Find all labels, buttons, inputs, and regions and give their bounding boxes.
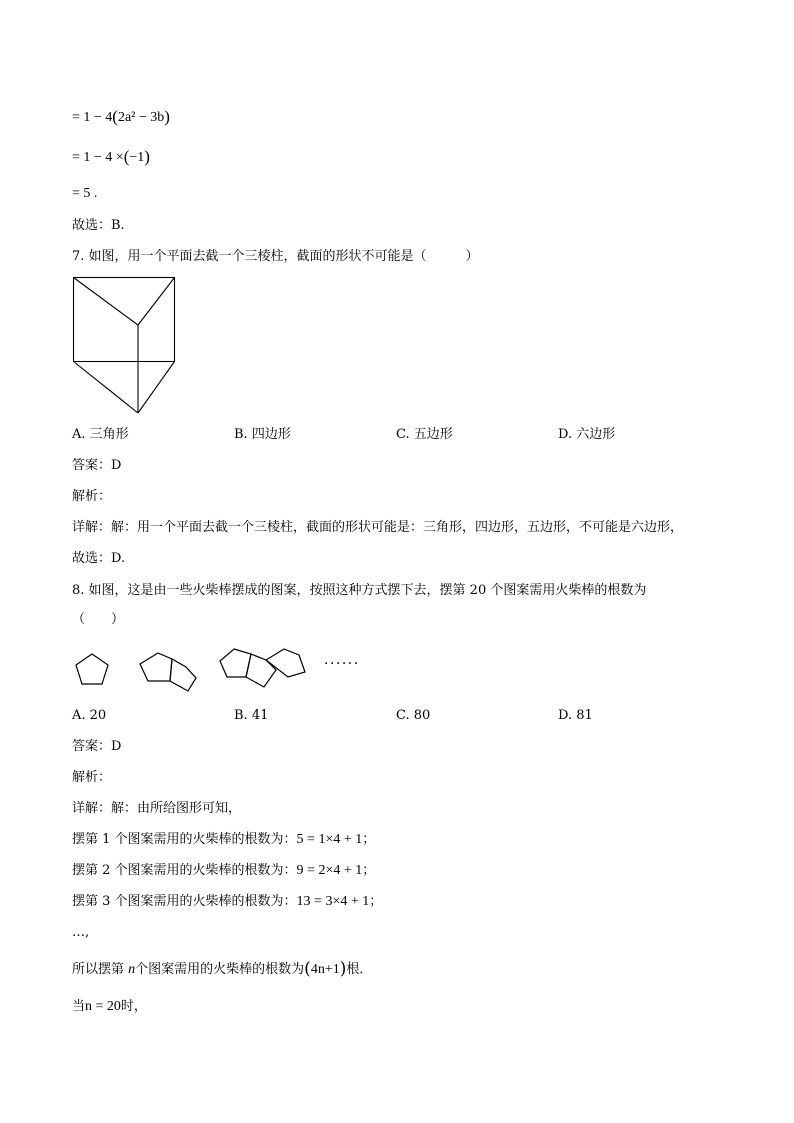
matchstick-pentagon-figures — [72, 644, 372, 696]
prism-bottom-edge — [74, 362, 139, 414]
q8-detail: 详解：解：由所给图形可知， — [72, 801, 242, 816]
work-line-1: = 1 − 4(2a² − 3b) — [72, 107, 170, 126]
figure-ellipsis: ······ — [324, 656, 360, 672]
work-line-2: = 1 − 4 ×(−1) — [72, 147, 150, 166]
q8-paren: （ ） — [72, 612, 125, 627]
q8-answer: 答案：D — [72, 739, 122, 754]
q8-option-c: C. 80 — [396, 708, 431, 723]
prism-top-edge — [74, 278, 139, 326]
pentagon-figure-1 — [76, 654, 108, 684]
prism-bottom-edge-right — [138, 362, 175, 414]
q8-when: 当n = 20时， — [72, 999, 147, 1014]
prism-top-edge-right — [138, 278, 175, 326]
q7-option-b: B. 四边形 — [234, 427, 291, 442]
general-expression: 4n+1 — [310, 962, 340, 977]
q7-stem: 7. 如图，用一个平面去截一个三棱柱，截面的形状不可能是（ ） — [72, 249, 479, 264]
q7-option-a: A. 三角形 — [72, 427, 129, 442]
work-line-2-inner: −1 — [129, 150, 145, 165]
q8-option-d: D. 81 — [558, 708, 593, 723]
q7-option-d: D. 六边形 — [558, 427, 616, 442]
q8-step-1: 摆第 1 个图案需用的火柴棒的根数为：5 = 1×4 + 1； — [72, 832, 376, 847]
q7-option-c: C. 五边形 — [396, 427, 453, 442]
q8-step-2: 摆第 2 个图案需用的火柴棒的根数为：9 = 2×4 + 1； — [72, 863, 376, 878]
work-line-1-inner: 2a² − 3b — [117, 110, 165, 125]
work-choice: 故选：B. — [72, 218, 125, 233]
q7-analysis-label: 解析： — [72, 489, 112, 504]
q8-analysis-label: 解析： — [72, 770, 112, 785]
pentagon-figure-2 — [140, 653, 196, 691]
q7-detail: 详解：解：用一个平面去截一个三棱柱，截面的形状可能是：三角形，四边形，五边形，不可能是六边形， — [72, 520, 684, 535]
work-line-3: = 5 . — [72, 186, 98, 201]
q7-choice: 故选：D. — [72, 551, 126, 566]
q8-dots: …, — [72, 925, 90, 940]
pentagon-figure-3 — [220, 649, 305, 687]
q8-stem: 8. 如图，这是由一些火柴棒摆成的图案，按照这种方式摆下去，摆第 20 个图案需用火柴棒的根数为 — [72, 583, 647, 598]
triangular-prism-figure — [72, 276, 178, 416]
q8-option-a: A. 20 — [72, 708, 107, 723]
q8-step-3: 摆第 3 个图案需用的火柴棒的根数为：13 = 3×4 + 1； — [72, 894, 383, 909]
q8-option-b: B. 41 — [234, 708, 269, 723]
q7-answer: 答案：D — [72, 458, 122, 473]
prism-front-face — [74, 278, 175, 362]
q8-general-term: 所以摆第 n个图案需用的火柴棒的根数为(4n+1)根． — [72, 959, 373, 979]
